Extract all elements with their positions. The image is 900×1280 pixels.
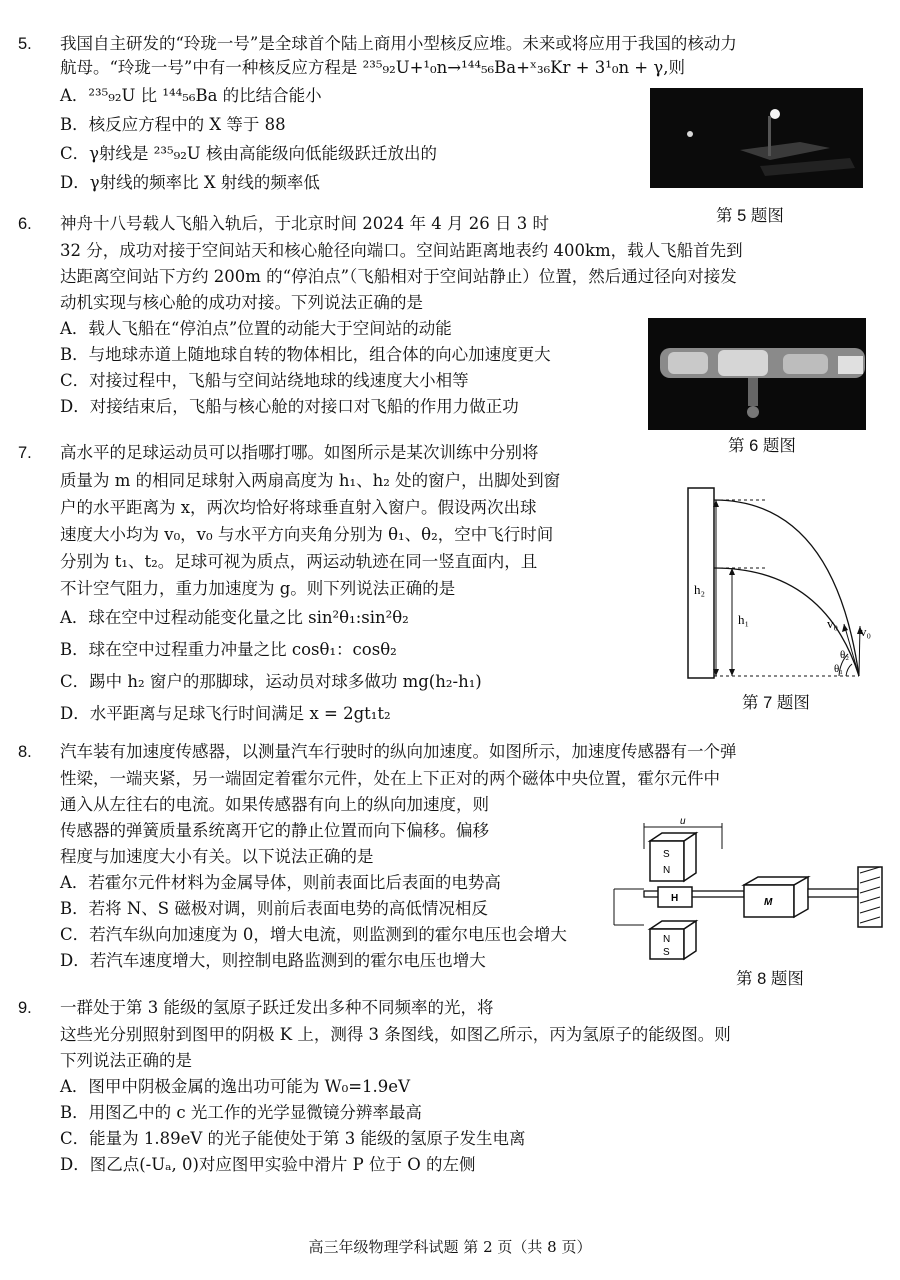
- label-theta1: θ₁: [834, 663, 844, 675]
- option-d: D．若汽车速度增大，则控制电路监测到的霍尔电压也增大: [60, 951, 486, 970]
- label-top-s: S: [663, 849, 670, 860]
- label-v0-a: v₀: [827, 616, 839, 631]
- figure-7-diagram: [684, 486, 874, 682]
- question-text: 达距离空间站下方约 200m 的“停泊点”（飞船相对于空间站静止）位置，然后通过径向对接发: [60, 267, 737, 286]
- question-text: 高水平的足球运动员可以指哪打哪。如图所示是某次训练中分别将: [60, 443, 539, 462]
- figure-8-caption: 第 8 题图: [736, 970, 804, 988]
- question-text: 32 分，成功对接于空间站天和核心舱径向端口。空间站距离地表约 400km，载人飞船首先到: [60, 241, 743, 260]
- question-text: 航母。“玲珑一号”中有一种核反应方程是 ²³⁵₉₂U+¹₀n→¹⁴⁴₅₆Ba+ˣ₃₆Kr + 3¹₀n + γ,则: [60, 58, 685, 77]
- label-bot-n: N: [663, 934, 671, 945]
- question-number: 5.: [18, 35, 32, 53]
- question-text: 神舟十八号载人飞船入轨后，于北京时间 2024 年 4 月 26 日 3 时: [60, 214, 549, 233]
- option-a: A．载人飞船在“停泊点”位置的动能大于空间站的动能: [60, 319, 452, 338]
- question-text: 质量为 m 的相同足球射入两扇高度为 h₁、h₂ 处的窗户，出脚处到窗: [60, 471, 561, 490]
- question-text: 汽车装有加速度传感器，以测量汽车行驶时的纵向加速度。如图所示，加速度传感器有一个弹: [60, 742, 737, 761]
- question-text: 程度与加速度大小有关。以下说法正确的是: [60, 847, 374, 866]
- option-a: A．球在空中过程动能变化量之比 sin²θ₁:sin²θ₂: [60, 608, 409, 627]
- option-b: B．用图乙中的 c 光工作的光学显微镜分辨率最高: [60, 1103, 422, 1122]
- question-text: 这些光分别照射到图甲的阴极 K 上，测得 3 条图线，如图乙所示，丙为氢原子的能级图。则: [60, 1025, 731, 1044]
- option-d: D．水平距离与足球飞行时间满足 x = 2gt₁t₂: [60, 704, 391, 723]
- question-number: 8.: [18, 743, 32, 761]
- question-number: 6.: [18, 215, 32, 233]
- label-hall: H: [671, 893, 679, 904]
- option-c: C．能量为 1.89eV 的光子能使处于第 3 能级的氢原子发生电离: [60, 1129, 526, 1148]
- option-c: C．对接过程中，飞船与空间站绕地球的线速度大小相等: [60, 371, 469, 390]
- question-text: 户的水平距离为 x，两次均恰好将球垂直射入窗户。假设两次出球: [60, 498, 537, 517]
- option-c: C．若汽车纵向加速度为 0，增大电流，则监测到的霍尔电压也会增大: [60, 925, 567, 944]
- question-text: 速度大小均为 v₀，v₀ 与水平方向夹角分别为 θ₁、θ₂，空中飞行时间: [60, 525, 554, 544]
- option-c: C．γ射线是 ²³⁵₉₂U 核由高能级向低能级跃迁放出的: [60, 144, 437, 163]
- question-text: 动机实现与核心舱的成功对接。下列说法正确的是: [60, 293, 423, 312]
- figure-7-caption: 第 7 题图: [742, 694, 810, 712]
- label-mass: M: [764, 897, 773, 908]
- question-number: 9.: [18, 999, 32, 1017]
- figure-8-diagram: [604, 815, 886, 963]
- label-v0-b: v₀: [860, 624, 872, 639]
- label-h2: h₂: [694, 582, 706, 597]
- hall-sensor-diagram: [604, 815, 886, 963]
- figure-5-caption: 第 5 题图: [716, 207, 784, 225]
- option-a: A．图甲中阴极金属的逸出功可能为 W₀=1.9eV: [60, 1077, 410, 1096]
- option-d: D．γ射线的频率比 X 射线的频率低: [60, 173, 320, 192]
- label-bot-s: S: [663, 947, 670, 958]
- reactor-night-photo: [650, 88, 863, 188]
- option-b: B．球在空中过程重力冲量之比 cosθ₁：cosθ₂: [60, 640, 397, 659]
- option-d: D．图乙点(-Uₐ, 0)对应图甲实验中滑片 P 位于 O 的左侧: [60, 1155, 476, 1174]
- question-text: 性梁，一端夹紧，另一端固定着霍尔元件，处在上下正对的两个磁体中央位置，霍尔元件中: [60, 769, 720, 788]
- trajectory-diagram: [684, 486, 874, 682]
- option-b: B．与地球赤道上随地球自转的物体相比，组合体的向心加速度更大: [60, 345, 551, 364]
- spacecraft-photo: [648, 318, 866, 430]
- figure-5-photo: [650, 88, 863, 188]
- question-text: 下列说法正确的是: [60, 1051, 192, 1070]
- option-b: B．核反应方程中的 X 等于 88: [60, 115, 286, 134]
- figure-6-caption: 第 6 题图: [728, 437, 796, 455]
- question-text: 通入从左往右的电流。如果传感器有向上的纵向加速度，则: [60, 795, 489, 814]
- label-top-n: N: [663, 865, 671, 876]
- option-c: C．踢中 h₂ 窗户的那脚球，运动员对球多做功 mg(h₂-h₁): [60, 672, 482, 691]
- option-b: B．若将 N、S 磁极对调，则前后表面电势的高低情况相反: [60, 899, 488, 918]
- option-d: D．对接结束后，飞船与核心舱的对接口对飞船的作用力做正功: [60, 397, 519, 416]
- question-text: 一群处于第 3 能级的氢原子跃迁发出多种不同频率的光，将: [60, 998, 494, 1017]
- question-text: 我国自主研发的“玲珑一号”是全球首个陆上商用小型核反应堆。未来或将应用于我国的核动力: [60, 34, 737, 53]
- option-a: A．若霍尔元件材料为金属导体，则前表面比后表面的电势高: [60, 873, 501, 892]
- label-theta2: θ₂: [840, 649, 850, 661]
- question-9: [18, 996, 878, 1176]
- figure-6-photo: [648, 318, 866, 430]
- page-footer: 高三年级物理学科试题 第 2 页（共 8 页）: [308, 1238, 592, 1256]
- question-number: 7.: [18, 444, 32, 462]
- question-text: 传感器的弹簧质量系统离开它的静止位置而向下偏移。偏移: [60, 821, 489, 840]
- option-a: A．²³⁵₉₂U 比 ¹⁴⁴₅₆Ba 的比结合能小: [60, 86, 322, 105]
- label-h1: h₁: [738, 612, 750, 627]
- label-width: u: [680, 816, 686, 827]
- question-text: 不计空气阻力，重力加速度为 g。则下列说法正确的是: [60, 579, 456, 598]
- question-text: 分别为 t₁、t₂。足球可视为质点，两运动轨迹在同一竖直面内，且: [60, 552, 538, 571]
